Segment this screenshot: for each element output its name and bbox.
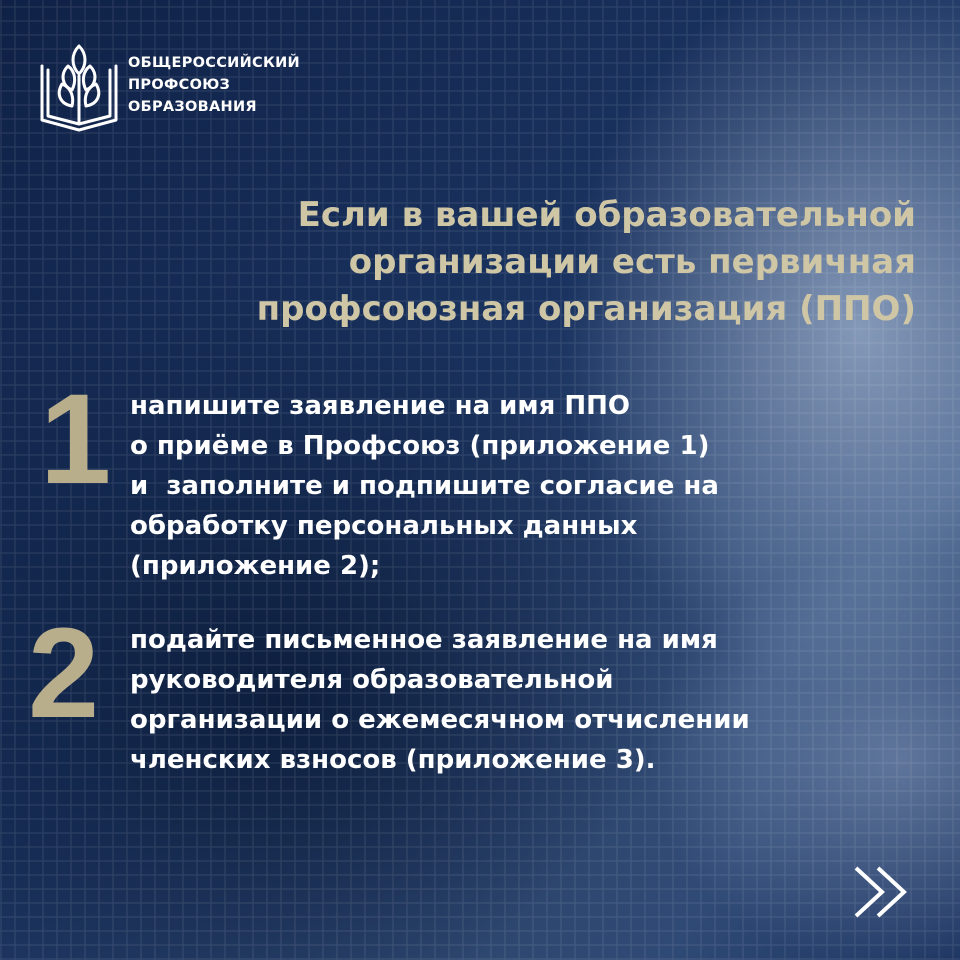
heading-line: профсоюзная организация (ППО) xyxy=(256,289,916,329)
double-chevron-right-icon[interactable] xyxy=(848,858,916,926)
organization-name-line: ПРОФСОЮЗ xyxy=(128,77,231,93)
heading-line: организации есть первичная xyxy=(348,242,916,282)
page-heading xyxy=(156,192,916,333)
step-1-line: о приёме в Профсоюз (приложение 1) xyxy=(130,431,710,461)
step-2-line: организации о ежемесячном отчислении xyxy=(130,705,750,735)
step-1-line: обработку персональных данных xyxy=(130,511,638,541)
heading-line: Если в вашей образовательной xyxy=(297,195,916,235)
organization-name-line: ОБРАЗОВАНИЯ xyxy=(128,99,257,115)
step-2-line: руководителя образовательной xyxy=(130,665,614,695)
step-2-text xyxy=(130,620,750,780)
step-1-text xyxy=(130,386,719,586)
step-1-number: 1 xyxy=(40,368,112,511)
step-2-line: членских взносов (приложение 3). xyxy=(130,745,656,775)
step-1-line: (приложение 2); xyxy=(130,551,381,581)
step-2-number: 2 xyxy=(28,602,100,745)
step-1-line: напишите заявление на имя ППО xyxy=(130,391,631,421)
union-emblem-icon xyxy=(38,36,120,132)
organization-name-line: ОБЩЕРОССИЙСКИЙ xyxy=(128,55,300,71)
step-1-line: и заполните и подпишите согласие на xyxy=(130,471,719,501)
step-2-line: подайте письменное заявление на имя xyxy=(130,625,718,655)
organization-name xyxy=(128,52,300,118)
